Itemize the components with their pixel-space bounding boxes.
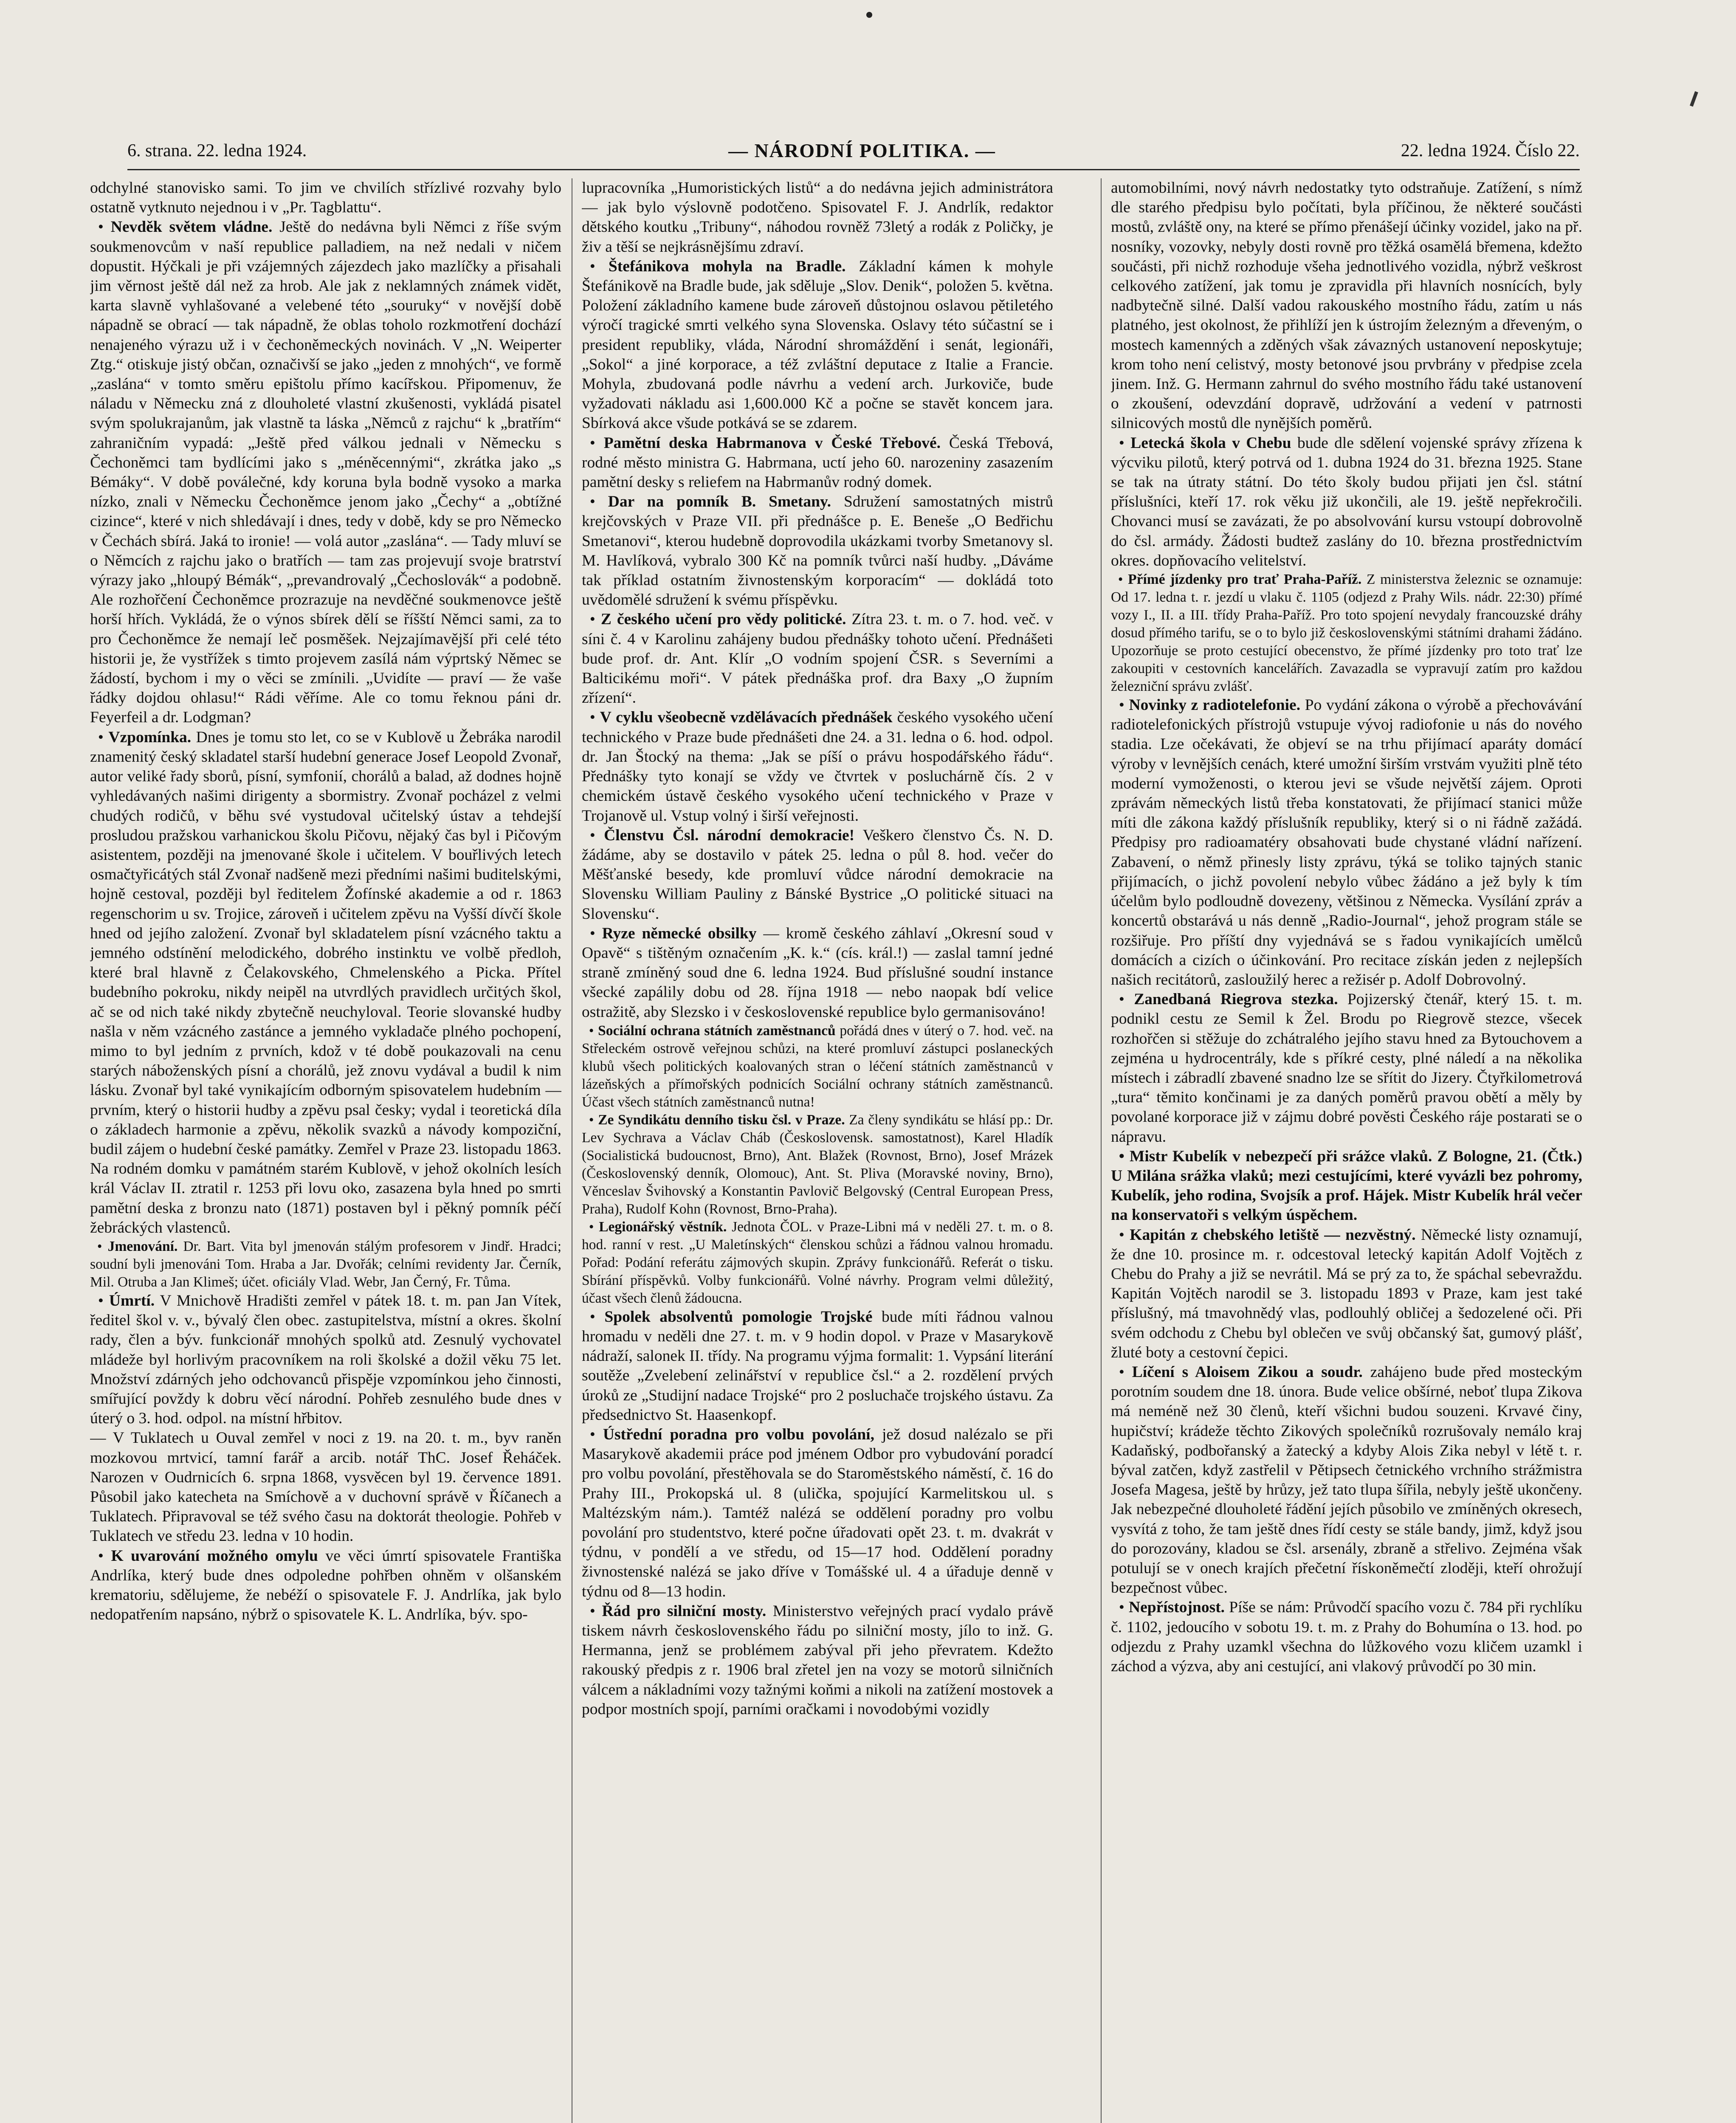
article-paragraph: • Vzpomínka. Dnes je tomu sto let, co se v Kublově u Žebráka narodil znamenitý český skladatel starší hudební generace Josef Leopold Zvonař, autor veliké řady sborů, písní, symfonií, chorálů a balad, až dodnes hojně vyhledávaných našimi dirigenty a sbormistry. Zvonař pocházel z velmi chudých rodičů, v běhu své vystudoval učitelský ústav a tehdejší prosludou pražskou varhanickou školu Pičovu, nějaký čas byl i Pičovým asistentem, později na jmenované škole i učitelem. V bouřlivých letech osmačtyřicátých stál Zvonař nadšeně mezi předními našimi buditelskými, hojně cestoval, později byl ředitelem Žofínské akademie a od r. 1863 regenschorim u sv. Trojice, zároveň i učitelem zpěvu na Vyšší dívčí škole hned od jejího založení. Zvonař byl skladatelem písní vzácného taktu a jemného odstínění melodického, dobrého instinktu ve volbě předloh, které bral hlavně z Čelakovského, Chmelenského a Picka. Přítel budebního pokroku, nikdy neipěl na utvrdlých pravidlech určitých škol, ač se od nich také nikdy zbytečně neuchyloval. Teorie slovanské hudby našla v něm vzácného zastánce a jemného vykladače plného pochopení, mimo to byl jedním z prvních, kdož v té době poukazovali na cenu starých náboženských písní a chorálů, jež znovu vydával a budil k nim lásku. Zvonař byl také vynikajícím odborným spisovatelem hudebním — prvním, který o historii hudby a zpěvu psal česky; vydal i teoretická díla o základech harmonie a zpěvu, několik svazků a návody kompoziční, budil zájem o hudební české památky. Zemřel v Praze 23. listopadu 1863. Na rodném domku v památném starém Kublově, v jehož okolních lesích král Václav II. ztratil r. 1253 při lovu oko, zasazena byla hned po smrti pamětní deska z bronzu nato (1871) postaven byl i pěkný pomník péčí žebráckých vlastenců. [90, 728, 561, 1236]
article-paragraph: • Kapitán z chebského letiště — nezvěstný. Německé listy oznamují, že dne 10. prosince m. r. odcestoval letecký kapitán Adolf Vojtěch z Chebu do Prahy a již se nevrátil. Má se prý za to, že spáchal sebevraždu. Kapitán Vojtěch narodil se 3. listopadu 1893 v Praze, kam jest také příslušný, má tmavohnědý vlas, podlouhlý obličej a šedozelené oči. Při svém odchodu z Chebu byl oblečen ve svůj občanský šat, gumový plášť, žluté boty a cestovní čepici. [1111, 1226, 1582, 1361]
article-headline: Mistr Kubelík v nebezpečí při srážce vlaků. [1129, 1147, 1432, 1165]
article-paragraph: • Zanedbaná Riegrova stezka. Pojizerský čtenář, který 15. t. m. podnikl cestu ze Semil k Žel. Brodu po Riegrově stezce, všecek rozhořčen si stěžuje do zchátralého jejího stavu hned za Bytouchovem a zejména u hydrocentrály, kde s příkré cesty, plné náledí a na několika místech i zábradlí zbavené snadno lze se sřítit do Jizery. Čtyřkilometrová „tura“ těmito končinami je za daných poměrů pravou obětí a měly by povolané korporace již v zájmu dobré pověsti Českého ráje postarati se o nápravu. [1111, 991, 1582, 1146]
article-text: Z ministerstva železnic se oznamuje: Od 17. ledna t. r. jezdí u vlaku č. 1105 (odjezd z Prahy Wils. nádr. 22:30) přímé vozy I., II. a III. třídy Praha-Paříž. Pro toto spojení nevydaly francouzské dráhy dosud přímého tarifu, se o to bylo již československými státními drahami žádáno. Upozorňuje se proto cestující obecenstvo, že přímé jízdenky pro toto trať lze zakoupiti v cestovních kancelářích. Zavazadla se vypravují zatím pro každou železniční správu zvlášť. [1111, 572, 1582, 695]
article-headline: K uvarování možného omylu [111, 1547, 318, 1565]
article-paragraph: • Ze Syndikátu denního tisku čsl. v Praze. Za členy syndikátu se hlásí pp.: Dr. Lev Sychrava a Václav Cháb (Československ. samostatnost), Karel Hladík (Socialistická budoucnost, Brno), Ant. Blažek (Rovnost, Brno), Josef Mrázek (Československý denník, Olomouc), Ant. St. Pliva (Moravské noviny, Brno), Věnceslav Švihovský a Konstantin Pavlovič Belgovský (Central European Press, Praha), Rudolf Kohn (Rovnost, Brno-Praha). [582, 1112, 1053, 1217]
article-paragraph: • Přímé jízdenky pro trať Praha-Paříž. Z ministerstva železnic se oznamuje: Od 17. ledna t. r. jezdí u vlaku č. 1105 (odjezd z Prahy Wils. nádr. 22:30) přímé vozy I., II. a III. třídy Praha-Paříž. Pro toto spojení nevydaly francouzské dráhy dosud přímého tarifu, se o to bylo již československými státními drahami žádáno. Upozorňuje se proto cestující obecenstvo, že přímé jízdenky pro toto trať lze zakoupiti v cestovních kancelářích. Zavazadla se vypravují zatím pro každou železniční správu zvlášť. [1111, 572, 1582, 695]
article-headline: Řád pro silniční mosty. [602, 1602, 767, 1620]
article-headline: Nepřístojnost. [1129, 1599, 1225, 1616]
article-paragraph: • Spolek absolventů pomologie Trojské bude míti řádnou valnou hromadu v neděli dne 27. t. m. v 9 hodin dopol. v Praze v Masarykově nádraží, salonek II. třídy. Na programu výjma formalit: 1. Vypsání literání soutěže „Zvelebení zelinářství v republice čsl.“ a 2. rozdělení prvých úroků ze „Studijní nadace Trojské“ pro 2 posluchače trojského ústavu. Za předsednictvo St. Haasenkopf. [582, 1308, 1053, 1424]
article-headline: Z českého učení pro vědy politické. [600, 611, 846, 628]
article-text: Po vydání zákona o výrobě a přechovávání radiotelefonických přístrojů vstupuje vývoj radiofonie u nás do nového stadia. Lze očekávati, že objeví se na trhu přijímací aparáty domácí výroby v levnějších cenách, které umožní širším vrstvám využiti plně této moderní vymoženosti, o kterou jevi se všude největší zájem. Oproti zprávám německých listů třeba konstatovati, že přijímací stanici může míti dle zákona každý příslušník republiky, který si o ni řádně zažádá. Předpisy pro radioamatéry obsahovati bude chystané vládní nařízení. Zabavení, o němž přinesly listy zprávu, týká se toliko tajných stanic přijímacích, o jichž povolení nebylo vůbec žádáno a jež byly k tím účelům bylo podloudně dovezeny, většinou z Německa. Vysílání zpráv a koncertů obstarává u nás denně „Radio-Journal“, jehož program stále se rozšiřuje. Pro příští dny vyjednává se s řadou vynikajících umělců domácích a cizích o účinkování. Pro recitace získán jeden z nejlepších našich recitátorů, zasloužilý herec a režisér p. Adolf Dobrovolný. [1111, 696, 1582, 988]
article-text: Německé listy oznamují, že dne 10. prosince m. r. odcestoval letecký kapitán Adolf Vojtěch z Chebu do Prahy a již se nevrátil. Má se prý za to, že spáchal sebevraždu. Kapitán Vojtěch narodil se 3. listopadu 1893 v Praze, kam jest také příslušný, má tmavohnědý vlas, podlouhlý obličej a šedozelené oči. Při svém odchodu z Chebu byl oblečen ve svůj občanský šat, gumový plášť, žluté boty a cestovní čepici. [1111, 1226, 1582, 1361]
article-text: Základní kámen k mohyle Štefánikově na Bradle bude, jak sděluje „Slov. Denik“, položen 5. května. Položení základního kamene bude zároveň důstojnou oslavou pětiletého výročí tragické smrti velkého syna Slovenska. Oslavy této súčastní se i president republiky, vláda, Národní shromáždění i senát, legionáři, „Sokol“ a jiné korporace, a též zvláštní deputace z Italie a Francie. Mohyla, zbudovaná podle návrhu a vedení arch. Jurkoviče, bude vyžadovati nákladu asi 1,600.000 Kč a počne se stavět koncem jara. Sbírková akce všude potkává se se zdarem. [582, 257, 1053, 432]
article-headline: Spolek absolventů pomologie Trojské [604, 1308, 873, 1326]
column-divider [1101, 178, 1102, 2123]
article-headline: Pamětní deska Habrmanova v České Třebové. [603, 434, 941, 452]
article-headline: Ryze německé obsilky [602, 924, 757, 942]
article-headline: Sociální ochrana státních zaměstnanců [598, 1022, 836, 1039]
article-paragraph: • K uvarování možného omylu ve věci úmrtí spisovatele Františka Andrlíka, který bude dnes odpoledne pohřben ohněm v olšanském krematoriu, sdělujeme, že nebéží o spisovatele F. J. Andrlíka, jak bylo nedopatřením napsáno, nýbrž o spisovatele K. L. Andrlíka, býv. spo- [90, 1547, 561, 1624]
article-text: Sdružení samostatných mistrů krejčovských v Praze VII. při přednášce p. E. Beneše „O Bedřichu Smetanovi“, kterou hudebně doprovodila ukázkami tvorby Smetanovy sl. M. Havlíková, vybralo 300 Kč na pomník tvůrci naší hudby. „Dáváme tak příklad ostatním živnostenským korporacím“ — dokládá toto uvědomělé sdružení k svému příspěvku. [582, 493, 1053, 609]
article-paragraph: • Členstvu Čsl. národní demokracie! Veškero členstvo Čs. N. D. žádáme, aby se dostavilo v pátek 25. ledna o půl 8. hod. večer do Měšťanské besedy, kde promluví vůdce národní demokracie na Slovensku William Pauliny z Bánské Bystrice „O politické situaci na Slovensku“. [582, 826, 1053, 923]
article-paragraph: • Nevděk světem vládne. Ještě do nedávna byli Němci z říše svým soukmenovcům v naší republice palladiem, na než nedali v ničem dopustit. Hýčkali je při vzájemných zájezdech jako mazlíčky a přisahali jim věrnost ještě dál než za hrob. Ale jak z neklamných známek vidět, karta slavně vyhlašované a velebené této „souruky“ v novější době nápadně se obrací — tak nápadně, že oblas toholo rozkmotření dochází nenajeného výrazu už i v čechoněmeckých novinách. V „N. Weiperter Ztg.“ otiskuje jistý občan, označivší se jako „jeden z mnohých“, ve formě „zaslána“ v tomto směru epištolu přímo kacířskou. Připomenuv, že náladu v Německu zná z dlouholeté vlastní zkušenosti, vykládá pisatel svým spolukrajanům, jak vlastně ta láska „Němců z rajchu“ k „bratřím“ zahraničním vypadá: „Ještě před válkou jednali v Německu s Čechoněmci tam bydlícími jako s „méněcennými“, zkrátka jako „s Bémáky“. V době poválečné, kdy koruna byla bodně vysoko a marka nízko, znali v Německu Čechoněmce jenom jako „Čechy“ a „obtížné cizince“, které v nich shledávají i dnes, tedy v době, kdy se pro Německo v Čechách sbírá. Jaká to ironie! — volá autor „zaslána“. — Tady mluví se o Němcích z rajchu jako o bratřích — tam zas projevují svoje bratrství výrazy jako „hloupý Bémák“, „prevandrovalý „Čechoslovák“ a podobně. Ale rozhořčení Čechoněmce prozrazuje na nevděčné soukmenovce ještě horší hřích. Vykládá, že o výnos sbírek dělí se říšští Němci sami, za to pro Čechoněmce že nemají leč posměšek. Nejzajímavější při celé této historii je, že vystřížek s timto projevem zasílá nám výprtský Němec se žádostí, bychom i my o věci se zmínili. „Uvidíte — praví — že vaše řádky dojdou ohlasu!“ Rádi věříme. Ale co tomu řeknou páni dr. Feyerfeil a dr. Lodgman? [90, 218, 561, 726]
article-headline: Přímé jízdenky pro trať Praha-Paříž. [1128, 572, 1362, 588]
article-text: Dr. Bart. Vita byl jmenován stálým profesorem v Jindř. Hradci; soudní byli jmenováni Tom. Hraba a Jar. Dvořák; celními revidenty Jar. Černík, Mil. Otruba a Jan Klimeš; účet. oficiály Vlad. Webr, Jan Černý, Fr. Tůma. [90, 1238, 561, 1290]
article-text: Veškero členstvo Čs. N. D. žádáme, aby se dostavilo v pátek 25. ledna o půl 8. hod. večer do Měšťanské besedy, kde promluví vůdce národní demokracie na Slovensku William Pauliny z Bánské Bystrice „O politické situaci na Slovensku“. [582, 826, 1053, 923]
article-paragraph: • Ryze německé obsilky — kromě českého záhlaví „Okresní soud v Opavě“ s tištěným označením „K. k.“ (cís. král.!) — zaslal tamní jedné straně zmíněný soud dne 6. ledna 1924. Bud příslušné soudní instance všecké zapálily dobu od 28. října 1918 — nebo naopak bdí velice ostražitě, aby Slezsko i v československé republice bylo germanisováno! [582, 924, 1053, 1021]
article-headline: Líčení s Aloisem Zikou a soudr. [1132, 1363, 1363, 1381]
article-text: V Mnichově Hradišti zemřel v pátek 18. t. m. pan Jan Vítek, ředitel škol v. v., bývalý člen obec. zastupitelstva, místní a okres. školní rady, člen a býv. funkcionář mnohých spolků atd. Zesnulý vychovatel mládeže byl horlivým pracovníkem na roli školské a dožil věku 75 let. Množství zdárných jeho odchovanců přispěje vzpomínkou jeho činnosti, smířující povždy k dobru věcí národní. Pohřeb zesnulého bude dnes v úterý o 3. hod. odpol. na místní hřbitov. [90, 1292, 561, 1428]
column-2 [582, 178, 1053, 2123]
article-text: Z Bologne, 21. (Čtk.) U Milána srážka vlaků; mezi cestujícími, které vyvázli bez pohromy, Kubelík, jeho rodina, Svojsík a prof. Hájek. Mistr Kubelík hrál večer na konservatoři s velkým úspěchem. [1111, 1147, 1582, 1224]
article-paragraph: • Novinky z radiotelefonie. Po vydání zákona o výrobě a přechovávání radiotelefonických přístrojů vstupuje vývoj radiofonie u nás do nového stadia. Lze očekávati, že objeví se na trhu přijímací aparáty domácí výroby v levnějších cenách, které umožní širším vrstvám využiti plně této moderní vymoženosti, o kterou jevi se všude největší zájem. Oproti zprávám německých listů třeba konstatovati, že přijímací stanici může míti dle zákona každý příslušník republiky, který si o ni řádně zažádá. Předpisy pro radioamatéry obsahovati bude chystané vládní nařízení. Zabavení, o němž přinesly listy zprávu, týká se toliko tajných stanic přijímacích, o jichž povolení nebylo vůbec žádáno a jež byly k tím účelům bylo podloudně dovezeny, většinou z Německa. Vysílání zpráv a koncertů obstarává u nás denně „Radio-Journal“, jehož program stále se rozšiřuje. Pro příští dny vyjednává se s řadou vynikajících umělců domácích a cizích o účinkování. Pro recitace získán jeden z nejlepších našich recitátorů, zasloužilý herec a režisér p. Adolf Dobrovolný. [1111, 696, 1582, 988]
article-paragraph: • Řád pro silniční mosty. Ministerstvo veřejných prací vydalo právě tiskem návrh československého řádu po silniční mosty, jílo to inž. G. Hermanna, jenž se problémem zabýval při jeho převratem. Kdežto rakouský předpis z r. 1906 bral zřetel jen na vozy se motorů silničních válcem a nákladními vozy tažnými koňmi a nikoli na zatížení mostovek a podpor mostních spojí, parními oračkami i novodobými vozidly [582, 1602, 1053, 1718]
article-text: Píše se nám: Průvodčí spacího vozu č. 784 při rychlíku č. 1102, jedoucího v sobotu 19. t. m. z Prahy do Bohumína o 13. hod. po odjezdu z Prahy uzamkl všechna do lůžkového vozu kličem uzamkl i záchod a výzva, aby ani cestující, ani vlakový průvodčí po 30 min. [1111, 1599, 1582, 1675]
article-headline: Letecká škola v Chebu [1130, 434, 1291, 452]
article-text: automobilními, nový návrh nedostatky tyto odstraňuje. Zatížení, s nímž dle starého předpisu bylo počítati, byla příčinou, že některé součásti mostů, zvláště ony, na které se přímo přenášejí účinky vozidel, jako na př. nosníky, vozovky, nebyly dosti rovně pro těžká osamělá břemena, kdežto součásti, při nichž rozhoduje všeha jednotlivého vozidla, nýbrž veškrost celkového zatížení, jak tomu je zpravidla při hlavních nosnících, byly nadbytečně silné. Další vadou rakouského mostního řádu, zatím u nás platného, jest okolnost, že přihlíží jen k ústrojím železným a dřeveným, o mostech kamenných a zděných však závazných ustanovení neposkytuje; krom toho není celistvý, mosty betonové jsou prvbrány v předpise zcela jinem. Inž. G. Hermann zahrnul do svého mostního řádu také ustanovení o zkoušení, odevzdání dopravě, udržování a vedení v patrnosti silnicových mostů dle nynějších poměrů. [1111, 179, 1582, 432]
article-text: Za členy syndikátu se hlásí pp.: Dr. Lev Sychrava a Václav Cháb (Československ. samostatnost), Karel Hladík (Socialistická budoucnost, Brno), Ant. Blažek (Rovnost, Brno), Josef Mrázek (Československý denník, Olomouc), Ant. St. Pliva (Moravské noviny, Brno), Věnceslav Švihovský a Konstantin Pavlovič Belgovský (Central European Press, Praha), Rudolf Kohn (Rovnost, Brno-Praha). [582, 1112, 1053, 1217]
article-headline: Členstvu Čsl. národní demokracie! [604, 826, 855, 844]
article-text: Česká Třebová, rodné město ministra G. Habrmana, uctí jeho 60. narozeniny zasazením pamětní desky s reliefem na Habrmanův rodný domek. [582, 434, 1053, 491]
header-right: 22. ledna 1924. Číslo 22. [1401, 141, 1580, 160]
article-paragraph: • Ústřední poradna pro volbu povolání, jež dosud nalézalo se při Masarykově akademii práce pod jménem Odbor pro vybudování poradcí pro volbu povolání, přestěhovala se do Staroměstského náměstí, č. 16 do Prahy III., Prokopská ul. 8 (ulička, spojující Karmelitskou ul. s Maltézským nám.). Tamtéž nalézá se oddělení poradny pro volbu povolání pro studentstvo, které počne úřadovati opět 23. t. m. dvakrát v týdnu, v pondělí a ve středu, od 15—17 hod. Oddělení poradny živnostenské nalézá se jako dříve v Tomášské ul. 4 a úřaduje denně v týdnu od 8—13 hodin. [582, 1425, 1053, 1600]
article-paragraph: • Nepřístojnost. Píše se nám: Průvodčí spacího vozu č. 784 při rychlíku č. 1102, jedoucího v sobotu 19. t. m. z Prahy do Bohumína o 13. hod. po odjezdu z Prahy uzamkl všechna do lůžkového vozu kličem uzamkl i záchod a výzva, aby ani cestující, ani vlakový průvodčí po 30 min. [1111, 1599, 1582, 1675]
article-headline: Legionářský věstník. [599, 1219, 727, 1235]
article-text: bude míti řádnou valnou hromadu v neděli dne 27. t. m. v 9 hodin dopol. v Praze v Masarykově nádraží, salonek II. třídy. Na programu výjma formalit: 1. Vypsání literání soutěže „Zvelebení zelinářství v republice čsl.“ a 2. rozdělení prvých úroků ze „Studijní nadace Trojské“ pro 2 posluchače trojského ústavu. Za předsednictvo St. Haasenkopf. [582, 1308, 1053, 1424]
article-text: Dnes je tomu sto let, co se v Kublově u Žebráka narodil znamenitý český skladatel starší hudební generace Josef Leopold Zvonař, autor veliké řady sborů, písní, symfonií, chorálů a balad, až dodnes hojně vyhledávaných našimi dirigenty a sbormistry. Zvonař pocházel z velmi chudých rodičů, v běhu své vystudoval učitelský ústav a tehdejší prosludou pražskou varhanickou školu Pičovu, nějaký čas byl i Pičovým asistentem, později na jmenované škole i učitelem. V bouřlivých letech osmačtyřicátých stál Zvonař nadšeně mezi předními našimi buditelskými, hojně cestoval, později byl ředitelem Žofínské akademie a od r. 1863 regenschorim u sv. Trojice, zároveň i učitelem zpěvu na Vyšší dívčí škole hned od jejího založení. Zvonař byl skladatelem písní vzácného taktu a jemného odstínění melodického, dobrého instinktu ve volbě předloh, které bral hlavně z Čelakovského, Chmelenského a Picka. Přítel budebního pokroku, nikdy neipěl na utvrdlých pravidlech určitých škol, ač se od nich také nikdy zbytečně neuchyloval. Teorie slovanské hudby našla v něm vzácného zastánce a jemného vykladače plného pochopení, mimo to byl jedním z prvních, kdož v té době poukazovali na cenu starých náboženských písní a chorálů, jež znovu vydával a budil k nim lásku. Zvonař byl také vynikajícím odborným spisovatelem hudebním — prvním, který o historii hudby a zpěvu psal česky; vydal i teoretická díla o základech harmonie a zpěvu, několik svazků a návody kompoziční, budil zájem o hudební české památky. Zemřel v Praze 23. listopadu 1863. Na rodném domku v památném starém Kublově, v jehož okolních lesích král Václav II. ztratil r. 1253 při lovu oko, zasazena byla hned po smrti pamětní deska z bronzu nato (1871) postaven byl i pěkný pomník péčí žebráckých vlastenců. [90, 728, 561, 1236]
header-rule [127, 169, 1580, 170]
article-paragraph [1111, 178, 1582, 434]
article-text: Pojizerský čtenář, který 15. t. m. podnikl cestu ze Semil k Žel. Brodu po Riegrově stezce, všecek rozhořčen si stěžuje do zchátralého jejího stavu hned za Bytouchovem a zejména u hydrocentrály, kde s příkré cesty, plné náledí a na několika místech i zábradlí zbavené snadno lze se sřítit do Jizery. Čtyřkilometrová „tura“ těmito končinami je za daných poměrů pravou obětí a měly by povolané korporace již v zájmu dobré pověsti Českého ráje postarati se o nápravu. [1111, 991, 1582, 1146]
article-paragraph [90, 1428, 561, 1546]
article-text: zahájeno bude před mosteckým porotním soudem dne 18. února. Bude velice obšírné, neboť tlupa Zikova má neméně než 30 členů, kteří všichni budou souzeni. Krvavé činy, hupičství; krádeže těchto Zikových společníků rozrušovaly nemálo kraj Kadaňský, podbořanský a žatecký a kdyby Alois Zika nebyl v létě t. r. býval zatčen, když zastřelil v Pětipsech četnického vrchního strážmistra Josefa Magesa, ještě by hrůzy, jež tato tlupa šířila, nebyly ještě ukončeny. Jak nebezpečné dlouholeté řádění jejích působilo ve zmíněných okresech, vysvítá z toho, že tam ještě dnes řídí cesty se stále bandy, jimž, když jsou do porozovány, kladou se čsl. arsenály, zbraně a střelivo. Zejména však potulují se v onech krajích přečetní řískoněmečtí zloději, kteří ohrožují bezpečnost vůbec. [1111, 1363, 1582, 1597]
article-paragraph: • Jmenování. Dr. Bart. Vita byl jmenován stálým profesorem v Jindř. Hradci; soudní byli jmenováni Tom. Hraba a Jar. Dvořák; celními revidenty Jar. Černík, Mil. Otruba a Jan Klimeš; účet. oficiály Vlad. Webr, Jan Černý, Fr. Tůma. [90, 1238, 561, 1290]
article-text: ve věci úmrtí spisovatele Františka Andrlíka, který bude dnes odpoledne pohřben ohněm v olšanském krematoriu, sdělujeme, že nebéží o spisovatele F. J. Andrlíka, jak bylo nedopatřením napsáno, nýbrž o spisovatele K. L. Andrlíka, býv. spo- [90, 1547, 561, 1624]
article-headline: Ze Syndikátu denního tisku čsl. v Praze. [598, 1112, 845, 1128]
page-header [127, 136, 1580, 166]
article-headline: Vzpomínka. [108, 728, 192, 746]
article-paragraph: • Letecká škola v Chebu bude dle sdělení vojenské správy zřízena k výcviku pilotů, který potrvá od 1. dubna 1924 do 31. března 1925. Stane se tak na útraty státní. Do této školy budou přijati jen čsl. státní příslušníci, kteří 17. rok věku již ukončili, ale 19. ještě nepřekročili. Chovanci musí se zavázati, že po absolvování kursu vstoupí dobrovolně do čsl. armády. Žádosti budtež zaslány do 10. března prostřednictvím okres. dopňovacího velitelství. [1111, 434, 1582, 569]
article-paragraph: • Legionářský věstník. Jednota ČOL. v Praze-Libni má v neděli 27. t. m. o 8. hod. ranní v rest. „U Maletínských“ členskou schůzi a řádnou valnou hromadu. Pořad: Podání referátu zájmových skupin. Zprávy funkcionářů. Referát o tisku. Sbírání příspěvků. Volby funkcionářů. Volné návrhy. Program velmi důležitý, účast všech členů žádoucna. [582, 1219, 1053, 1306]
article-headline: Novinky z radiotelefonie. [1129, 696, 1301, 714]
article-paragraph: • Líčení s Aloisem Zikou a soudr. zahájeno bude před mosteckým porotním soudem dne 18. února. Bude velice obšírné, neboť tlupa Zikova má neméně než 30 členů, kteří všichni budou souzeni. Krvavé činy, hupičství; krádeže těchto Zikových společníků rozrušovaly nemálo kraj Kadaňský, podbořanský a žatecký a kdyby Alois Zika nebyl v létě t. r. býval zatčen, když zastřelil v Pětipsech četnického vrchního strážmistra Josefa Magesa, ještě by hrůzy, jež tato tlupa šířila, nebyly ještě ukončeny. Jak nebezpečné dlouholeté řádění jejích působilo ve zmíněných okresech, vysvítá z toho, že tam ještě dnes řídí cesty se stále bandy, jimž, když jsou do porozovány, kladou se čsl. arsenály, zbraně a střelivo. Zejména však potulují se v onech krajích přečetní řískoněmečtí zloději, kteří ohrožují bezpečnost vůbec. [1111, 1363, 1582, 1597]
article-text: Ministerstvo veřejných prací vydalo právě tiskem návrh československého řádu po silniční mosty, jílo to inž. G. Hermanna, jenž se problémem zabýval při jeho převratem. Kdežto rakouský předpis z r. 1906 bral zřetel jen na vozy se motorů silničních válcem a nákladními vozy tažnými koňmi a nikoli na zatížení mostovek a podpor mostních spojí, parními oračkami i novodobými vozidly [582, 1602, 1053, 1718]
article-paragraph: • Mistr Kubelík v nebezpečí při srážce vlaků. Z Bologne, 21. (Čtk.) U Milána srážka vlaků; mezi cestujícími, které vyvázli bez pohromy, Kubelík, jeho rodina, Svojsík a prof. Hájek. Mistr Kubelík hrál večer na konservatoři s velkým úspěchem. [1111, 1147, 1582, 1224]
article-paragraph: • Úmrtí. V Mnichově Hradišti zemřel v pátek 18. t. m. pan Jan Vítek, ředitel škol v. v., bývalý člen obec. zastupitelstva, místní a okres. školní rady, člen a býv. funkcionář mnohých spolků atd. Zesnulý vychovatel mládeže byl horlivým pracovníkem na roli školské a dožil věku 75 let. Množství zdárných jeho odchovanců přispěje vzpomínkou jeho činnosti, smířující povždy k dobru věcí národní. Pohřeb zesnulého bude dnes v úterý o 3. hod. odpol. na místní hřbitov. [90, 1292, 561, 1428]
ink-speck [866, 12, 872, 18]
article-paragraph [90, 178, 561, 217]
masthead-title: — NÁRODNÍ POLITIKA. — [728, 140, 996, 161]
article-paragraph: • Z českého učení pro vědy politické. Zítra 23. t. m. o 7. hod. več. v síni č. 4 v Karolinu zahájeny budou přednášky tohoto učení. Přednášeti bude prof. dr. Ant. Klír „O vodním spojení ČSR. s Severními a Balticikému moři“. V pátek přednáška prof. dra Baxy „O župním zřízení“. [582, 611, 1053, 707]
article-paragraph: • Pamětní deska Habrmanova v České Třebové. Česká Třebová, rodné město ministra G. Habrmana, uctí jeho 60. narozeniny zasazením pamětní desky s reliefem na Habrmanův rodný domek. [582, 434, 1053, 491]
article-paragraph [582, 178, 1053, 257]
article-headline: Jmenování. [107, 1238, 178, 1254]
article-text: Zítra 23. t. m. o 7. hod. več. v síni č. 4 v Karolinu zahájeny budou přednášky tohoto učení. Přednášeti bude prof. dr. Ant. Klír „O vodním spojení ČSR. s Severními a Balticikému moři“. V pátek přednáška prof. dra Baxy „O župním zřízení“. [582, 611, 1053, 707]
column-1 [90, 178, 561, 2123]
article-text: jež dosud nalézalo se při Masarykově akademii práce pod jménem Odbor pro vybudování poradcí pro volbu povolání, přestěhovala se do Staroměstského náměstí, č. 16 do Prahy III., Prokopská ul. 8 (ulička, spojující Karmelitskou ul. s Maltézským nám.). Tamtéž nalézá se oddělení poradny pro volbu povolání pro studentstvo, které počne úřadovati opět 23. t. m. dvakrát v týdnu, v pondělí a ve středu, od 15—17 hod. Oddělení poradny živnostenské nalézá se jako dříve v Tomášské ul. 4 a úřaduje denně v týdnu od 8—13 hodin. [582, 1425, 1053, 1600]
column-3 [1111, 178, 1582, 2123]
article-headline: Ústřední poradna pro volbu povolání, [603, 1425, 874, 1443]
article-text: lupracovníka „Humoristických listů“ a do nedávna jejich administrátora — jak bylo výslovně podotčeno. Spisovatel F. J. Andrlík, redaktor dětského koutku „Tribuny“, náhodou rovněž 73letý a rodák z Poličky, je živ a těší se nejkrásnějšímu zdraví. [582, 179, 1053, 256]
article-headline: Štefánikova mohyla na Bradle. [608, 257, 846, 275]
article-text: odchylné stanovisko sami. To jim ve chvilích střízlivé rozvahy bylo ostatně vytknuto nejednou i v „Pr. Tagblattu“. [90, 179, 561, 217]
pen-mark [1690, 91, 1698, 107]
article-text: pořádá dnes v úterý o 7. hod. več. na Střeleckém ostrově veřejnou schůzi, na které promluví zástupci poslaneckých klubů všech politických koalovaných stran o léčení státních zaměstnanců v lázeňských a přímořských podnicích Sociální ochrany státních zaměstnanců. Účast všech státních zaměstnanců nutna! [582, 1022, 1053, 1110]
article-headline: Nevděk světem vládne. [110, 218, 273, 236]
article-text: Ještě do nedávna byli Němci z říše svým soukmenovcům v naší republice palladiem, na než nedali v ničem dopustit. Hýčkali je při vzájemných zájezdech jako mazlíčky a přisahali jim věrnost ještě dál než za hrob. Ale jak z neklamných známek vidět, karta slavně vyhlašované a velebené této „souruky“ v novější době nápadně se obrací — tak nápadně, že oblas toholo rozkmotření dochází nenajeného výrazu už i v čechoněmeckých novinách. V „N. Weiperter Ztg.“ otiskuje jistý občan, označivší se jako „jeden z mnohých“, ve formě „zaslána“ v tomto směru epištolu přímo kacířskou. Připomenuv, že náladu v Německu zná z dlouholeté vlastní zkušenosti, vykládá pisatel svým spolukrajanům, jak vlastně ta láska „Němců z rajchu“ k „bratřím“ zahraničním vypadá: „Ještě před válkou jednali v Německu s Čechoněmci tam bydlícími jako s „méněcennými“, zkrátka jako „s Bémáky“. V době poválečné, kdy koruna byla bodně vysoko a marka nízko, znali v Německu Čechoněmce jenom jako „Čechy“ a „obtížné cizince“, které v nich shledávají i dnes, tedy v době, kdy se pro Německo v Čechách sbírá. Jaká to ironie! — volá autor „zaslána“. — Tady mluví se o Němcích z rajchu jako o bratřích — tam zas projevují svoje bratrství výrazy jako „hloupý Bémák“, „prevandrovalý „Čechoslovák“ a podobně. Ale rozhořčení Čechoněmce prozrazuje na nevděčné soukmenovce ještě horší hřích. Vykládá, že o výnos sbírek dělí se říšští Němci sami, za to pro Čechoněmce že nemají leč posměšek. Nejzajímavější při celé této historii je, že vystřížek s timto projevem zasílá nám výprtský Němec se žádostí, bychom i my o věci se zmínili. „Uvidíte — praví — že vaše řádky dojdou ohlasu!“ Rádi věříme. Ale co tomu řeknou páni dr. Feyerfeil a dr. Lodgman? [90, 218, 561, 726]
article-paragraph: • Sociální ochrana státních zaměstnanců pořádá dnes v úterý o 7. hod. več. na Střeleckém ostrově veřejnou schůzi, na které promluví zástupci poslaneckých klubů všech politických koalovaných stran o léčení státních zaměstnanců v lázeňských a přímořských podnicích Sociální ochrany státních zaměstnanců. Účast všech státních zaměstnanců nutna! [582, 1022, 1053, 1110]
article-text: Jednota ČOL. v Praze-Libni má v neděli 27. t. m. o 8. hod. ranní v rest. „U Maletínských“ členskou schůzi a řádnou valnou hromadu. Pořad: Podání referátu zájmových skupin. Zprávy funkcionářů. Referát o tisku. Sbírání příspěvků. Volby funkcionářů. Volné návrhy. Program velmi důležitý, účast všech členů žádoucna. [582, 1219, 1053, 1306]
article-text: českého vysokého učení technického v Praze bude přednášeti dne 24. a 31. ledna o 6. hod. odpol. dr. Jan Štocký na thema: „Jak se píší o právu hospodářského řádu“. Přednášky tyto konají se vždy ve čtvrtek v posluchárně čís. 2 v chemickém ústavě českého vysokého učení technického v Praze v Trojanově ul. Vstup volný i širší veřejnosti. [582, 709, 1053, 825]
article-headline: Zanedbaná Riegrova stezka. [1134, 991, 1338, 1008]
article-text: — kromě českého záhlaví „Okresní soud v Opavě“ s tištěným označením „K. k.“ (cís. král.!) — zaslal tamní jedné straně zmíněný soud dne 6. ledna 1924. Bud příslušné soudní instance všecké zapálily dobu od 28. října 1918 — nebo naopak bdí velice ostražitě, aby Slezsko i v československé republice bylo germanisováno! [582, 924, 1053, 1021]
article-headline: V cyklu všeobecně vzdělávacích přednášek [600, 709, 893, 726]
article-text: bude dle sdělení vojenské správy zřízena k výcviku pilotů, který potrvá od 1. dubna 1924 do 31. března 1925. Stane se tak na útraty státní. Do této školy budou přijati jen čsl. státní příslušníci, kteří 17. rok věku již ukončili, ale 19. ještě nepřekročili. Chovanci musí se zavázati, že po absolvování kursu vstoupí dobrovolně do čsl. armády. Žádosti budtež zaslány do 10. března prostřednictvím okres. dopňovacího velitelství. [1111, 434, 1582, 569]
header-left: 6. strana. 22. ledna 1924. [127, 141, 307, 160]
article-paragraph: • Štefánikova mohyla na Bradle. Základní kámen k mohyle Štefánikově na Bradle bude, jak sděluje „Slov. Denik“, položen 5. května. Položení základního kamene bude zároveň důstojnou oslavou pětiletého výročí tragické smrti velkého syna Slovenska. Oslavy této súčastní se i president republiky, vláda, Národní shromáždění i senát, legionáři, „Sokol“ a jiné korporace, a též zvláštní deputace z Italie a Francie. Mohyla, zbudovaná podle návrhu a vedení arch. Jurkoviče, bude vyžadovati nákladu asi 1,600.000 Kč a počne se stavět koncem jara. Sbírková akce všude potkává se se zdarem. [582, 257, 1053, 432]
article-headline: Úmrtí. [109, 1292, 155, 1309]
article-paragraph: • Dar na pomník B. Smetany. Sdružení samostatných mistrů krejčovských v Praze VII. při přednášce p. E. Beneše „O Bedřichu Smetanovi“, kterou hudebně doprovodila ukázkami tvorby Smetanovy sl. M. Havlíková, vybralo 300 Kč na pomník tvůrci naší hudby. „Dáváme tak příklad ostatním živnostenským korporacím“ — dokládá toto uvědomělé sdružení k svému příspěvku. [582, 493, 1053, 609]
article-text: — V Tuklatech u Ouval zemřel v noci z 19. na 20. t. m., byv raněn mozkovou mrtvicí, tamní farář a arcib. notář ThC. Josef Řeháček. Narozen v Oudrnicích 6. srpna 1868, vysvěcen byl 19. července 1891. Působil jako katecheta na Smíchově a v duchovní správě v Říčanech a Tuklatech. Připravoval se též svého času na doktorát theologie. Pohřeb v Tuklatech ve středu 23. ledna v 10 hodin. [90, 1429, 561, 1545]
article-headline: Kapitán z chebského letiště — nezvěstný. [1130, 1226, 1416, 1244]
article-headline: Dar na pomník B. Smetany. [608, 493, 831, 511]
article-paragraph: • V cyklu všeobecně vzdělávacích přednášek českého vysokého učení technického v Praze bude přednášeti dne 24. a 31. ledna o 6. hod. odpol. dr. Jan Štocký na thema: „Jak se píší o právu hospodářského řádu“. Přednášky tyto konají se vždy ve čtvrtek v posluchárně čís. 2 v chemickém ústavě českého vysokého učení technického v Praze v Trojanově ul. Vstup volný i širší veřejnosti. [582, 709, 1053, 825]
